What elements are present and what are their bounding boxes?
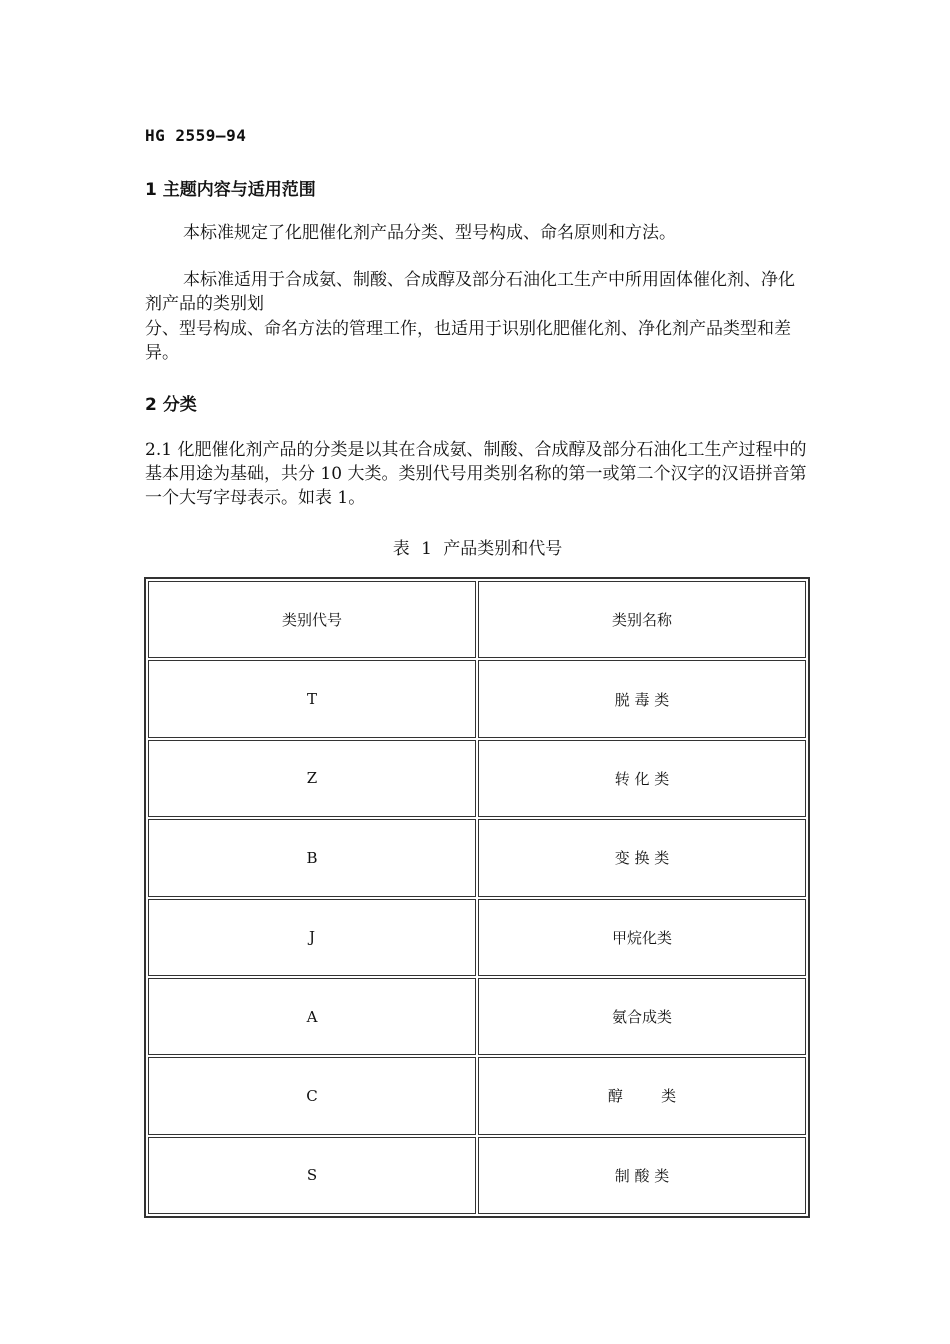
table-header-row xyxy=(148,581,806,658)
category-name-cell: 醇 类 xyxy=(478,1057,806,1134)
section2-heading: 2 分类 xyxy=(145,395,197,415)
table-row xyxy=(148,660,806,737)
category-name-cell: 脱 毒 类 xyxy=(478,660,806,737)
category-name-cell: 甲烷化类 xyxy=(478,899,806,976)
table-row xyxy=(148,978,806,1055)
table-row xyxy=(148,819,806,896)
header-category-code: 类别代号 xyxy=(148,581,476,658)
category-table xyxy=(144,577,810,1218)
section2-paragraph: 2.1 化肥催化剂产品的分类是以其在合成氨、制酸、合成醇及部分石油化工生产过程中的基本用途为基础，共分 10 大类。类别代号用类别名称的第一或第二个汉字的汉语拼音第一个大写字母表示。如表 1。 xyxy=(145,440,807,508)
section1-heading: 1 主题内容与适用范围 xyxy=(145,180,316,200)
table-row xyxy=(148,1137,806,1214)
category-name-cell: 转 化 类 xyxy=(478,740,806,817)
category-code-cell: T xyxy=(148,660,476,737)
table1-caption: 表 1 产品类别和代号 xyxy=(392,539,563,559)
category-code-cell: B xyxy=(148,819,476,896)
category-code-cell: S xyxy=(148,1137,476,1214)
table-row xyxy=(148,740,806,817)
standard-code: HG 2559—94 xyxy=(145,126,247,145)
category-name-cell: 制 酸 类 xyxy=(478,1137,806,1214)
section1-paragraph-2-part1: 本标准适用于合成氨、制酸、合成醇及部分石油化工生产中所用固体催化剂、净化剂产品的类别划 xyxy=(145,270,795,314)
category-code-cell: Z xyxy=(148,740,476,817)
category-name-cell: 变 换 类 xyxy=(478,819,806,896)
category-code-cell: J xyxy=(148,899,476,976)
section1-paragraph-2-part2: 分、型号构成、命名方法的管理工作，也适用于识别化肥催化剂、净化剂产品类型和差异。 xyxy=(145,319,791,363)
header-category-name: 类别名称 xyxy=(478,581,806,658)
table-row xyxy=(148,899,806,976)
category-code-cell: A xyxy=(148,978,476,1055)
category-code-cell: C xyxy=(148,1057,476,1134)
table-row xyxy=(148,1057,806,1134)
section1-paragraph-1: 本标准规定了化肥催化剂产品分类、型号构成、命名原则和方法。 xyxy=(183,223,676,243)
category-name-cell: 氨合成类 xyxy=(478,978,806,1055)
